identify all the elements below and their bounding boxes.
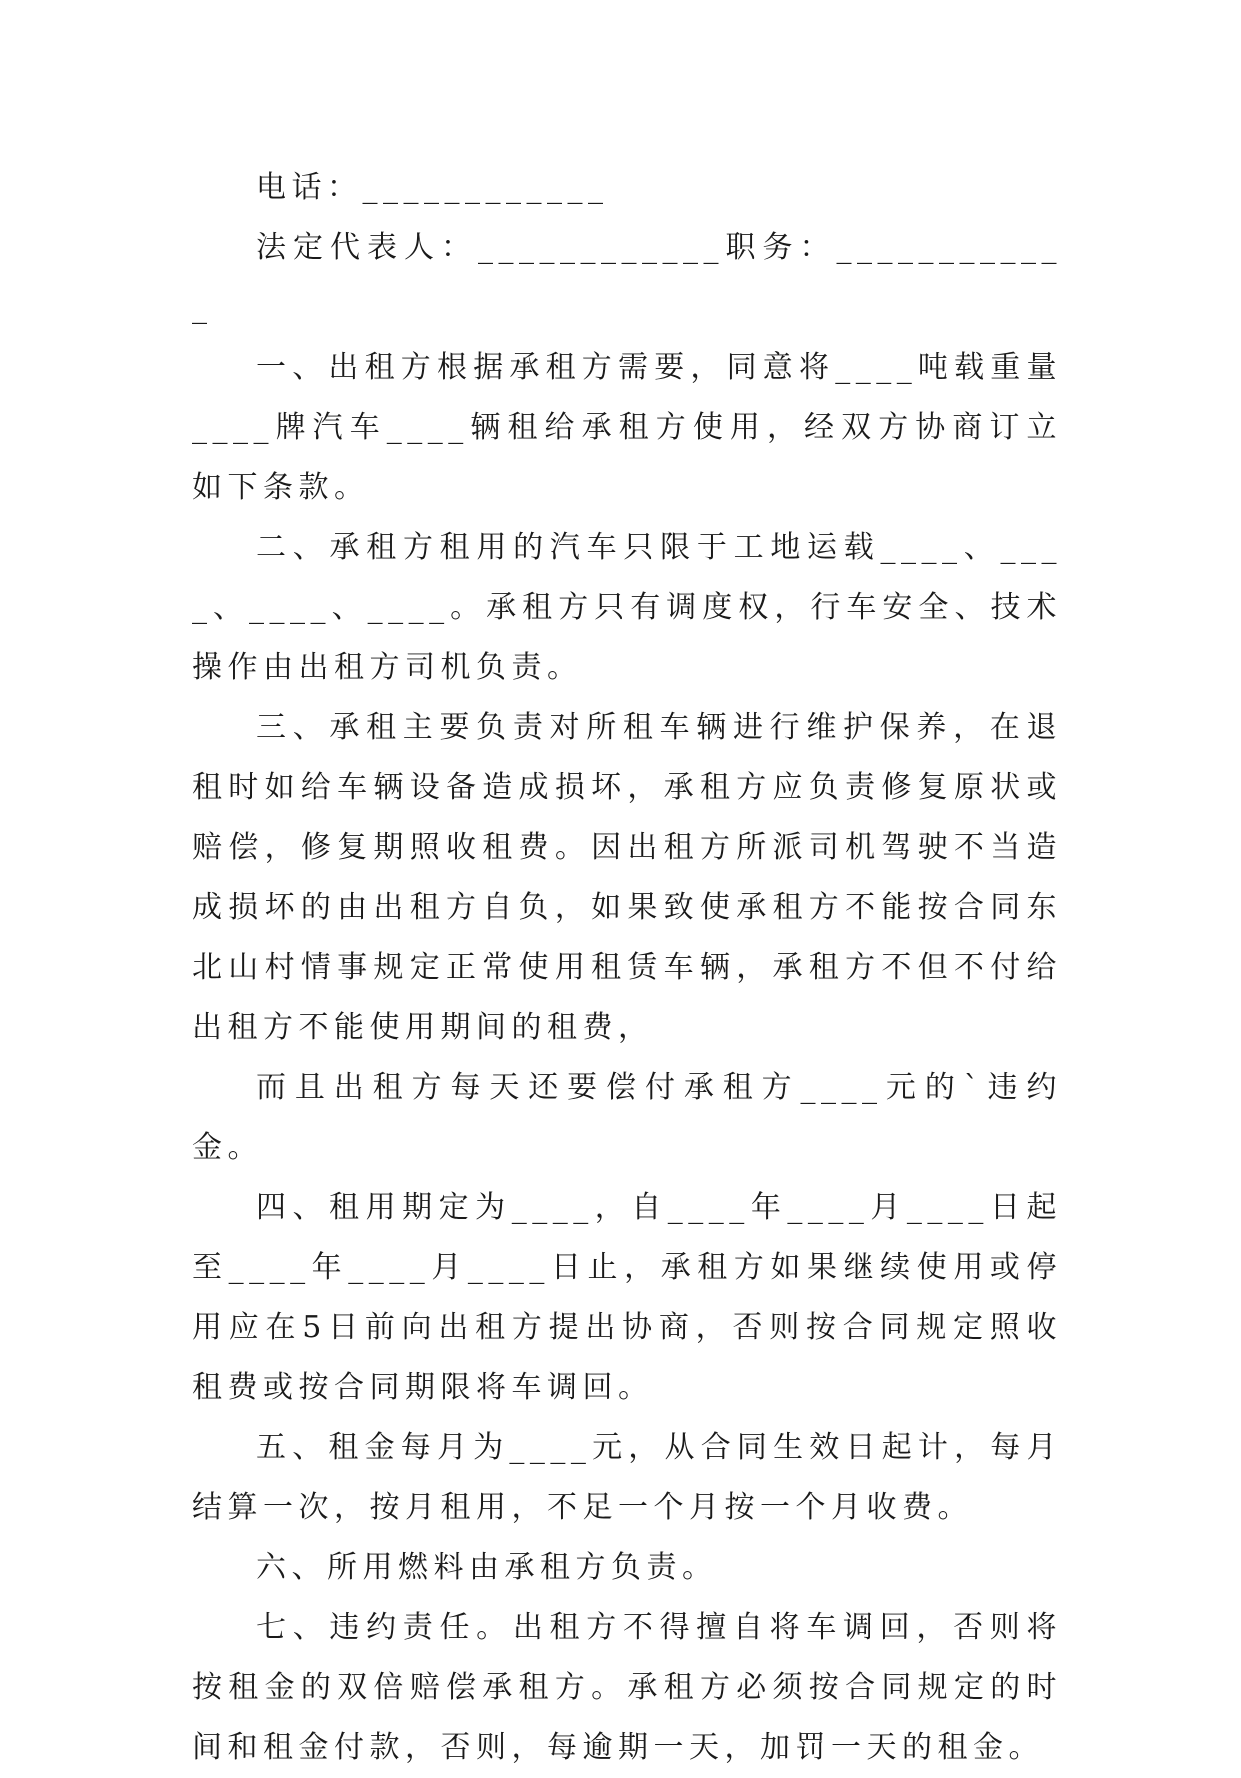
clause-3-continued: 而且出租方每天还要偿付承租方____元的`违约金。 <box>192 1070 1062 1165</box>
clause-7: 七、违约责任。出租方不得擅自将车调回，否则将按租金的双倍赔偿承租方。承租方必须按合同规定的时间和租金付款，否则，每逾期一天，加罚一天的租金。 <box>192 1610 1062 1765</box>
clause-3: 三、承租主要负责对所租车辆进行维护保养，在退租时如给车辆设备造成损坏，承租方应负责修复原状或赔偿，修复期照收租费。因出租方所派司机驾驶不当造成损坏的由出租方自负，如果致使承租方不能按合同东北山村情事规定正常使用租赁车辆，承租方不但不付给出租方不能使用期间的租费， <box>192 710 1062 1045</box>
clause-5: 五、租金每月为____元，从合同生效日起计，每月结算一次，按月租用，不足一个月按一个月收费。 <box>192 1430 1062 1525</box>
clause-6: 六、所用燃料由承租方负责。 <box>256 1550 718 1585</box>
document-body <box>192 158 1062 1778</box>
clause-4: 四、租用期定为____，自____年____月____日起至____年____月____日止，承租方如果继续使用或停用应在5日前向出租方提出协商，否则按合同规定照收租费或按合同期限将车调回。 <box>192 1190 1062 1405</box>
legal-representative-line: 法定代表人：____________职务：____________ <box>192 230 1062 325</box>
clause-2: 二、承租方租用的汽车只限于工地运载____、____、____、____。承租方只有调度权，行车安全、技术操作由出租方司机负责。 <box>192 530 1062 685</box>
phone-line: 电话：____________ <box>256 170 609 205</box>
clause-1: 一、出租方根据承租方需要，同意将____吨载重量____牌汽车____辆租给承租方使用，经双方协商订立如下条款。 <box>192 350 1062 505</box>
